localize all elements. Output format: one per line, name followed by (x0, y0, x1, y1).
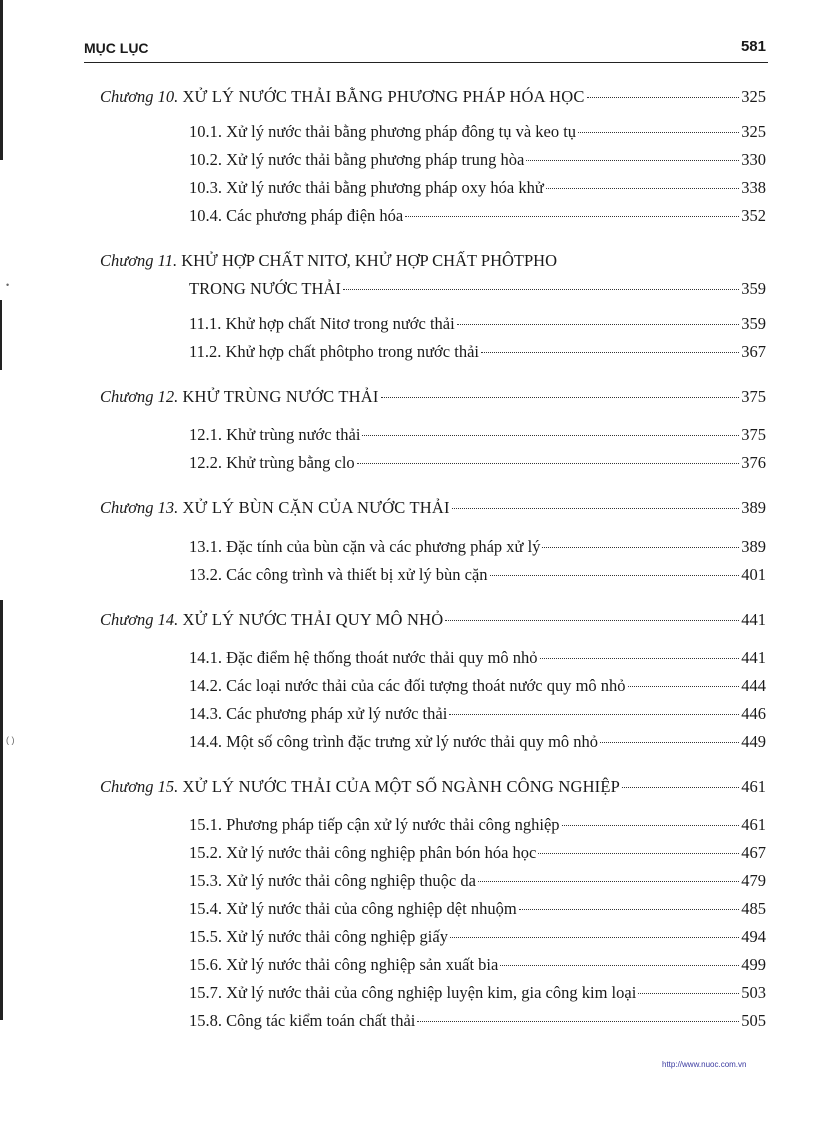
section-title: 10.3. Xử lý nước thải bằng phương pháp oxy hóa khử (189, 178, 544, 197)
chapter-label: Chương 10. (100, 87, 179, 106)
section-page: 467 (741, 843, 766, 862)
toc-section (189, 675, 766, 697)
chapter-title-line2: TRONG NƯỚC THẢI (189, 279, 341, 298)
scan-speck: • (6, 280, 10, 290)
toc-section (189, 564, 766, 586)
toc-section (189, 926, 766, 948)
toc-section (189, 647, 766, 669)
chapter-title: XỬ LÝ NƯỚC THẢI QUY MÔ NHỎ (182, 610, 444, 629)
dot-leader (449, 714, 739, 715)
section-page: 479 (741, 871, 766, 890)
toc-chapter-15 (100, 776, 766, 798)
dot-leader (587, 97, 740, 98)
toc-section (189, 313, 766, 335)
section-page: 505 (741, 1011, 766, 1030)
dot-leader (500, 965, 739, 966)
scan-speck: ( ) (6, 735, 15, 745)
section-page: 375 (741, 425, 766, 444)
toc-chapter-11-continued (189, 278, 766, 300)
dot-leader (538, 853, 739, 854)
section-title: 11.1. Khử hợp chất Nitơ trong nước thải (189, 314, 455, 333)
dot-leader (600, 742, 739, 743)
chapter-page: 359 (741, 279, 766, 298)
section-page: 376 (741, 453, 766, 472)
toc-section (189, 954, 766, 976)
dot-leader (478, 881, 739, 882)
section-title: 11.2. Khử hợp chất phôtpho trong nước thải (189, 342, 479, 361)
toc-section (189, 205, 766, 227)
dot-leader (526, 160, 739, 161)
dot-leader (562, 825, 740, 826)
chapter-page: 441 (741, 610, 766, 629)
section-page: 367 (741, 342, 766, 361)
toc-section (189, 121, 766, 143)
dot-leader (622, 787, 739, 788)
dot-leader (343, 289, 739, 290)
toc-section (189, 703, 766, 725)
dot-leader (481, 352, 739, 353)
section-page: 359 (741, 314, 766, 333)
chapter-title: XỬ LÝ BÙN CẶN CỦA NƯỚC THẢI (182, 498, 450, 517)
dot-leader (450, 937, 739, 938)
section-page: 389 (741, 537, 766, 556)
section-title: 15.4. Xử lý nước thải của công nghiệp dệt nhuộm (189, 899, 517, 918)
dot-leader (540, 658, 740, 659)
section-page: 325 (741, 122, 766, 141)
section-page: 330 (741, 150, 766, 169)
dot-leader (490, 575, 740, 576)
section-title: 15.6. Xử lý nước thải công nghiệp sản xuất bia (189, 955, 499, 974)
section-title: 15.2. Xử lý nước thải công nghiệp phân bón hóa học (189, 843, 537, 862)
section-title: 15.7. Xử lý nước thải của công nghiệp luyện kim, gia công kim loại (189, 983, 637, 1002)
toc-section (189, 149, 766, 171)
page-header (84, 38, 768, 63)
chapter-title: XỬ LÝ NƯỚC THẢI BẰNG PHƯƠNG PHÁP HÓA HỌC (182, 87, 585, 106)
chapter-title-line1: KHỬ HỢP CHẤT NITƠ, KHỬ HỢP CHẤT PHÔTPHO (181, 251, 558, 270)
toc-section (189, 341, 766, 363)
dot-leader (638, 993, 739, 994)
toc-section (189, 452, 766, 474)
toc-section (189, 1010, 766, 1032)
chapter-page: 375 (741, 387, 766, 406)
chapter-title: KHỬ TRÙNG NƯỚC THẢI (182, 387, 379, 406)
toc-section (189, 731, 766, 753)
section-title: 14.4. Một số công trình đặc trưng xử lý nước thải quy mô nhỏ (189, 732, 599, 751)
dot-leader (381, 397, 740, 398)
section-page: 494 (741, 927, 766, 946)
section-page: 444 (741, 676, 766, 695)
toc-section (189, 536, 766, 558)
dot-leader (362, 435, 739, 436)
section-page: 352 (741, 206, 766, 225)
chapter-label: Chương 15. (100, 777, 179, 796)
toc-chapter-12 (100, 386, 766, 408)
section-title: 14.3. Các phương pháp xử lý nước thải (189, 704, 448, 723)
section-title: 13.1. Đặc tính của bùn cặn và các phương pháp xử lý (189, 537, 541, 556)
section-page: 461 (741, 815, 766, 834)
section-page: 446 (741, 704, 766, 723)
section-title: 15.5. Xử lý nước thải công nghiệp giấy (189, 927, 448, 946)
dot-leader (628, 686, 740, 687)
section-title: 12.1. Khử trùng nước thải (189, 425, 361, 444)
section-page: 401 (741, 565, 766, 584)
dot-leader (357, 463, 740, 464)
toc-section (189, 177, 766, 199)
toc-section (189, 814, 766, 836)
section-title: 13.2. Các công trình và thiết bị xử lý bùn cặn (189, 565, 488, 584)
section-title: 10.4. Các phương pháp điện hóa (189, 206, 404, 225)
section-title: 10.1. Xử lý nước thải bằng phương pháp đông tụ và keo tụ (189, 122, 577, 141)
chapter-label: Chương 13. (100, 498, 179, 517)
chapter-label: Chương 14. (100, 610, 179, 629)
section-page: 503 (741, 983, 766, 1002)
toc-chapter-14 (100, 609, 766, 631)
section-page: 485 (741, 899, 766, 918)
dot-leader (452, 508, 740, 509)
scan-edge-mark (0, 0, 4, 1123)
section-page: 449 (741, 732, 766, 751)
toc-chapter-10 (100, 86, 766, 108)
section-page: 441 (741, 648, 766, 667)
toc-section (189, 870, 766, 892)
header-title: MỤC LỤC (84, 40, 149, 56)
section-title: 12.2. Khử trùng bằng clo (189, 453, 355, 472)
chapter-title: XỬ LÝ NƯỚC THẢI CỦA MỘT SỐ NGÀNH CÔNG NGHIỆP (182, 777, 621, 796)
section-title: 14.2. Các loại nước thải của các đối tượng thoát nước quy mô nhỏ (189, 676, 626, 695)
dot-leader (405, 216, 739, 217)
dot-leader (542, 547, 739, 548)
chapter-page: 461 (741, 777, 766, 796)
dot-leader (578, 132, 739, 133)
dot-leader (519, 909, 740, 910)
section-page: 499 (741, 955, 766, 974)
header-page-number: 581 (740, 38, 766, 55)
chapter-page: 325 (741, 87, 766, 106)
chapter-label: Chương 12. (100, 387, 179, 406)
dot-leader (445, 620, 739, 621)
section-page: 338 (741, 178, 766, 197)
toc-section (189, 424, 766, 446)
footer-url[interactable]: http://www.nuoc.com.vn (662, 1060, 747, 1069)
toc-section (189, 898, 766, 920)
section-title: 15.8. Công tác kiểm toán chất thải (189, 1011, 416, 1030)
toc-section (189, 982, 766, 1004)
dot-leader (417, 1021, 739, 1022)
chapter-page: 389 (741, 498, 766, 517)
dot-leader (546, 188, 739, 189)
section-title: 15.3. Xử lý nước thải công nghiệp thuộc da (189, 871, 476, 890)
section-title: 14.1. Đặc điểm hệ thống thoát nước thải quy mô nhỏ (189, 648, 538, 667)
toc-chapter-11 (100, 250, 557, 272)
section-title: 15.1. Phương pháp tiếp cận xử lý nước thải công nghiệp (189, 815, 560, 834)
toc-section (189, 842, 766, 864)
section-title: 10.2. Xử lý nước thải bằng phương pháp trung hòa (189, 150, 525, 169)
toc-chapter-13 (100, 497, 766, 519)
chapter-label: Chương 11. (100, 251, 178, 270)
dot-leader (457, 324, 740, 325)
